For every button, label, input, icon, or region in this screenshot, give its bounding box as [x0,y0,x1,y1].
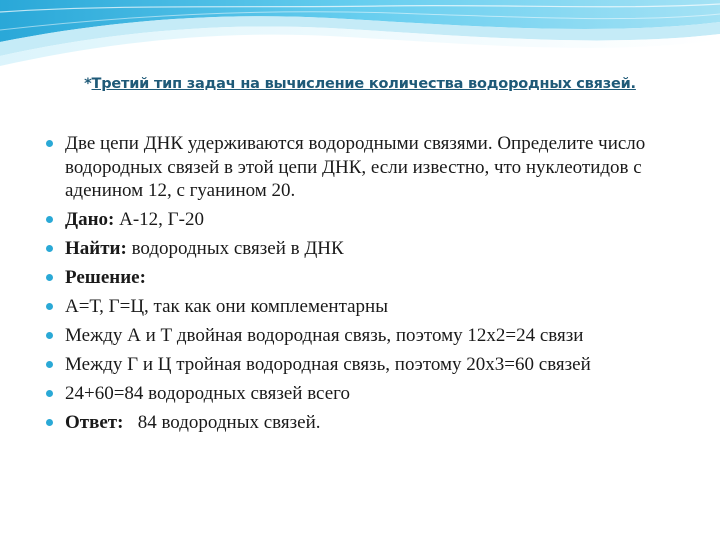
find-value: водородных связей в ДНК [126,238,344,259]
bullet-dot-icon [46,303,53,310]
bullet-dot-icon [46,140,53,147]
bullet-answer [44,411,694,435]
bullet-dot-icon [46,216,53,223]
answer-value: 84 водородных связей. [123,412,321,433]
bullet-step-1 [44,295,694,319]
step-3-text: Между Г и Ц тройная водородная связь, поэтому 20х3=60 связей [65,354,591,375]
bullet-dot-icon [46,390,53,397]
bullet-dot-icon [46,361,53,368]
step-1-text: А=Т, Г=Ц, так как они комплементарны [65,296,388,317]
bullet-find [44,237,694,261]
title-asterisk: * [84,76,92,92]
bullet-dot-icon [46,274,53,281]
find-label: Найти: [65,238,127,259]
step-4-text: 24+60=84 водородных связей всего [65,383,350,404]
bullet-dot-icon [46,245,53,252]
bullet-step-3 [44,353,694,377]
bullet-step-4 [44,382,694,406]
wave-header-decoration [0,0,720,80]
solution-label: Решение: [65,267,146,288]
bullet-list [44,132,694,440]
bullet-given [44,208,694,232]
given-label: Дано: [65,209,115,230]
step-2-text: Между А и Т двойная водородная связь, поэтому 12х2=24 связи [65,325,584,346]
given-value: А-12, Г-20 [114,209,204,230]
slide-title [0,76,720,92]
answer-label: Ответ: [65,412,124,433]
bullet-solution [44,266,694,290]
bullet-dot-icon [46,332,53,339]
bullet-dot-icon [46,419,53,426]
bullet-step-2 [44,324,694,348]
bullet-problem [44,132,694,203]
title-text: Третий тип задач на вычисление количества водородных связей. [91,76,636,92]
problem-text: Две цепи ДНК удерживаются водородными связями. Определите число водородных связей в этой цепи ДНК, если известно, что нуклеотидов с аденином 12, с гуанином 20. [65,133,646,201]
